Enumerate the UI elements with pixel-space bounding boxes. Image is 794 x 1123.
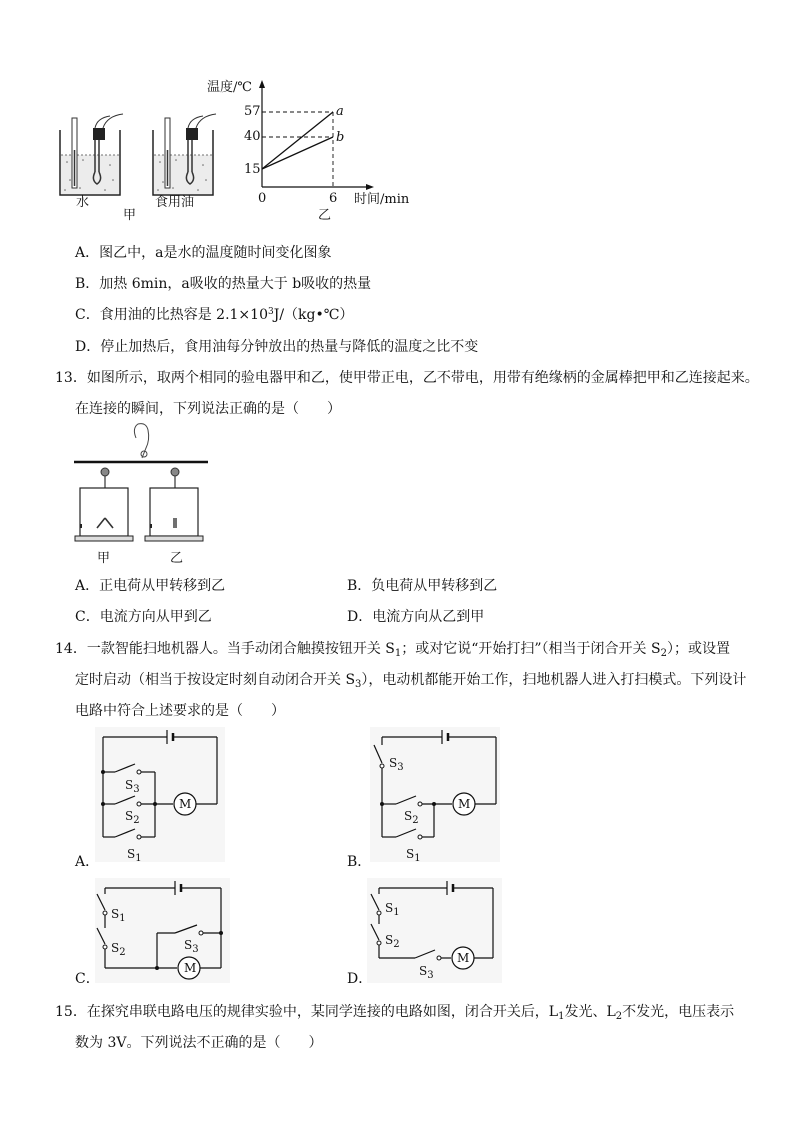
circuit-c-s2: $S_2$ xyxy=(111,941,126,958)
circuit-d-letter: D． xyxy=(347,971,373,987)
y-tick-40: 40 xyxy=(244,129,261,144)
line-a xyxy=(262,112,333,169)
x-axis-label: 时间/min xyxy=(354,192,410,207)
circuit-d-s3: $S_3$ xyxy=(419,964,434,981)
figure-jia-caption: 甲 xyxy=(123,208,137,223)
q12-option-a: A．图乙中，a是水的温度随时间变化图象 xyxy=(75,245,332,261)
water-beaker xyxy=(60,114,123,195)
figure-yi-caption: 乙 xyxy=(318,208,332,223)
circuit-a-s3: $S_3$ xyxy=(125,778,140,795)
circuit-a-s2: $S_2$ xyxy=(125,809,140,826)
q12-option-c: C．食用油的比热容是 $2.1\times 10^3J/(kg•℃)$ xyxy=(75,307,354,323)
circuit-a-letter: A． xyxy=(75,854,100,870)
q12-option-b: B．加热 6min，a吸收的热量大于 b吸收的热量 xyxy=(75,276,372,292)
circuit-b xyxy=(370,727,500,862)
q13-stem-line1: 13．如图所示，取两个相同的验电器甲和乙，使甲带正电，乙不带电，用带有绝缘柄的金属棒把甲和乙连接起来。 xyxy=(55,370,759,386)
electroscope-jia-label: 甲 xyxy=(97,551,111,566)
circuit-d xyxy=(367,878,502,983)
circuit-d-s1: $S_1$ xyxy=(385,901,400,918)
y-tick-57: 57 xyxy=(244,104,261,119)
circuit-c-s3: $S_3$ xyxy=(184,938,199,955)
circuit-c xyxy=(95,878,230,983)
q13-option-d: D．电流方向从乙到甲 xyxy=(347,609,485,625)
water-label: 水 xyxy=(76,195,90,210)
oil-label: 食用油 xyxy=(155,195,195,210)
circuit-d-s2: $S_2$ xyxy=(385,933,400,950)
electroscope-figure xyxy=(70,420,215,570)
electroscopes-illustration xyxy=(70,420,215,570)
circuit-a-s1: $S_1$ xyxy=(127,847,142,864)
q15-stem-line1: 15．在探究串联电路电压的规律实验中，某同学连接的电路如图，闭合开关后，$L_1$发光、$L_2$不发光，电压表示 xyxy=(55,1004,735,1022)
y-tick-15: 15 xyxy=(244,162,261,177)
q14-stem-line3: 电路中符合上述要求的是（ ） xyxy=(75,703,285,719)
circuit-a xyxy=(95,727,225,862)
electroscope-yi-label: 乙 xyxy=(170,551,184,566)
line-b xyxy=(262,137,333,169)
q13-stem-line2: 在连接的瞬间，下列说法正确的是（ ） xyxy=(75,401,341,417)
q14-stem-line1: 14．一款智能扫地机器人。当手动闭合触摸按钮开关 $S_1$；或对它说“开始打扫”（相当于闭合开关 $S_2$）；或设置 xyxy=(55,641,730,659)
circuit-b-s1: $S_1$ xyxy=(406,847,421,864)
circuit-b-motor: M xyxy=(458,797,471,811)
circuit-c-motor: M xyxy=(184,961,197,975)
q13-option-a: A．正电荷从甲转移到乙 xyxy=(75,578,226,594)
q13-option-c: C．电流方向从甲到乙 xyxy=(75,609,212,625)
circuit-b-s2: $S_2$ xyxy=(404,809,419,826)
q13-option-b: B．负电荷从甲转移到乙 xyxy=(347,578,498,594)
line-b-label: b xyxy=(336,130,345,145)
x-tick-6: 6 xyxy=(329,191,338,206)
circuit-b-letter: B． xyxy=(347,854,372,870)
circuit-c-s1: $S_1$ xyxy=(111,907,126,924)
circuit-b-s3: $S_3$ xyxy=(389,756,404,773)
q14-stem-line2: 定时启动（相当于按设定时刻自动闭合开关 $S_3$），电动机都能开始工作，扫地机器人进入打扫模式。下列设计 xyxy=(75,672,747,690)
q12-option-d: D．停止加热后，食用油每分钟放出的热量与降低的温度之比不变 xyxy=(75,339,479,355)
circuit-d-motor: M xyxy=(457,951,470,965)
y-axis-label: 温度/℃ xyxy=(207,80,252,95)
circuit-a-motor: M xyxy=(179,797,192,811)
q15-stem-line2: 数为 3V。下列说法不正确的是（ ） xyxy=(75,1035,323,1051)
line-a-label: a xyxy=(336,104,344,119)
circuit-c-letter: C． xyxy=(75,971,100,987)
x-tick-0: 0 xyxy=(258,191,267,206)
